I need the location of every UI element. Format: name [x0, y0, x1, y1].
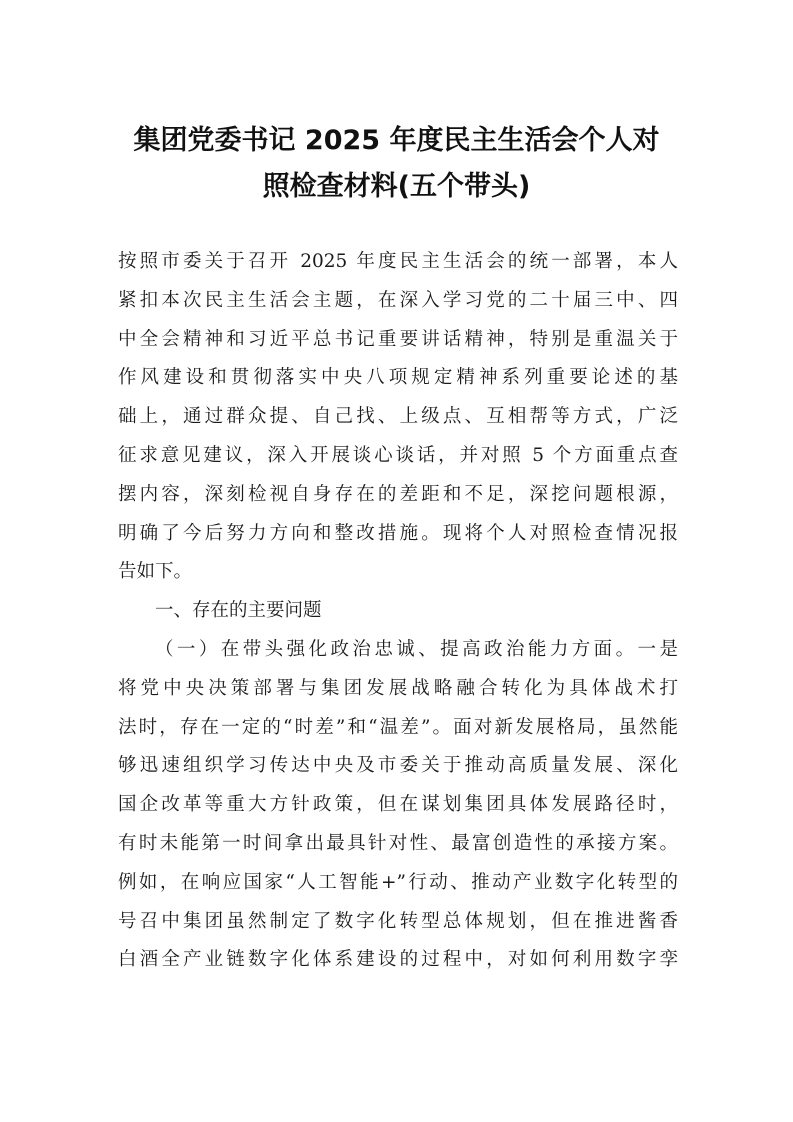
text-line: （一）在带头强化政治忠诚、提高政治能力方面。一是 [155, 638, 678, 660]
text-line: 明确了今后努力方向和整改措施。现将个人对照检查情况报 [118, 522, 678, 544]
text-line: 紧扣本次民主生活会主题，在深入学习党的二十届三中、四 [118, 289, 678, 311]
text-line: 例如，在响应国家“人工智能+”行动、推动产业数字化转型的 [118, 871, 678, 893]
text-line: 中全会精神和习近平总书记重要讲话精神，特别是重温关于 [118, 328, 678, 350]
text-line: 础上，通过群众提、自己找、上级点、互相帮等方式，广泛 [118, 406, 678, 428]
text-line: 征求意见建议，深入开展谈心谈话，并对照 5 个方面重点查 [118, 444, 678, 466]
text-line: 够迅速组织学习传达中央及市委关于推动高质量发展、深化 [118, 755, 678, 777]
document-title [110, 118, 683, 210]
text-line: 白酒全产业链数字化体系建设的过程中，对如何利用数字孪 [118, 949, 678, 971]
section-paragraph [118, 631, 678, 980]
text-line: 法时，存在一定的“时差”和“温差”。面对新发展格局，虽然能 [118, 716, 678, 738]
text-line: 按照市委关于召开 2025 年度民主生活会的统一部署，本人 [118, 251, 678, 272]
text-line: 告如下。 [118, 561, 193, 583]
intro-paragraph [118, 243, 678, 592]
title-line: 照检查材料(五个带头) [262, 171, 531, 202]
document-body [118, 243, 678, 980]
title-line: 集团党委书记 2025 年度民主生活会个人对 [133, 125, 660, 156]
text-line: 有时未能第一时间拿出最具针对性、最富创造性的承接方案。 [118, 832, 678, 854]
text-line: 将党中央决策部署与集团发展战略融合转化为具体战术打 [118, 677, 678, 699]
text-line: 作风建设和贯彻落实中央八项规定精神系列重要论述的基 [118, 367, 678, 389]
text-line: 摆内容，深刻检视自身存在的差距和不足，深挖问题根源， [118, 483, 678, 505]
section-heading: 一、存在的主要问题 [155, 600, 322, 622]
text-line: 国企改革等重大方针政策，但在谋划集团具体发展路径时， [118, 794, 678, 816]
text-line: 号召中集团虽然制定了数字化转型总体规划，但在推进酱香 [118, 910, 678, 932]
